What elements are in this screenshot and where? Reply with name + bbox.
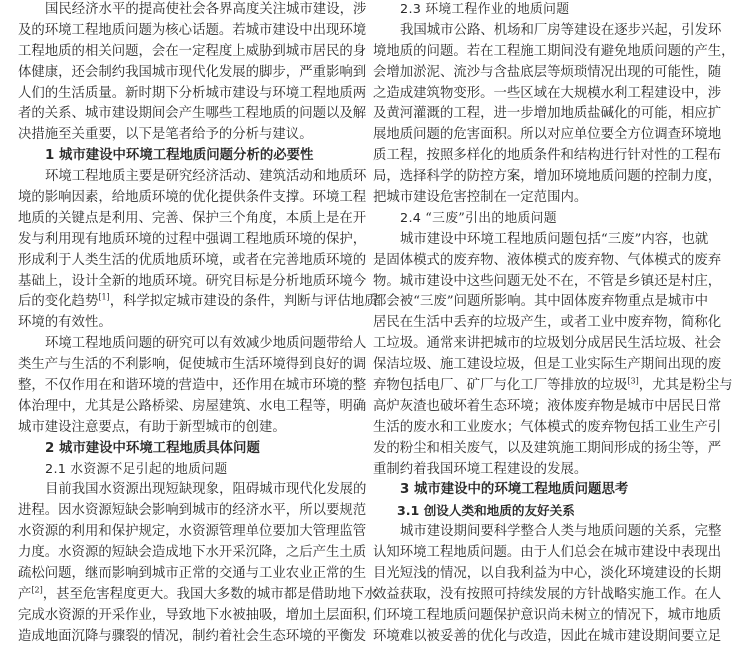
section-1-para-1-line xyxy=(18,292,378,313)
section-1-heading: 1 城市建设中环境工程地质问题分析的必要性 xyxy=(45,148,314,164)
section-2-3-line: 及黄河灌溉的工程，进一步增加地质盐碱化的可能，相应扩 xyxy=(373,106,722,122)
section-2-1-line: 进程。因水资源短缺会影响到城市的经济水平，所以要规范 xyxy=(18,503,367,519)
section-2-3-line: 我国城市公路、机场和厂房等建设在逐步兴起，引发环 xyxy=(400,22,722,38)
section-2-1-line: 目前我国水资源出现短缺现象，阻碍城市现代化发展的 xyxy=(45,482,367,498)
section-3-1-line: 环境难以被妥善的优化与改造，因此在城市建设期间要立足 xyxy=(373,628,722,644)
section-2-4-line: 居民在生活中丢弃的垃圾产生，或者工业中废弃物，简称化 xyxy=(373,315,722,331)
section-2-3-heading xyxy=(373,0,704,21)
intro-line: 及的环境工程地质问题为核心话题。若城市建设中出现环境 xyxy=(18,22,367,38)
section-2-4-line: 生活的废水和工业废水；气体模式的废弃物包括工业生产引 xyxy=(373,419,722,435)
section-2-3-line: 局，选择科学的防控方案，增加环境地质问题的控制力度， xyxy=(373,169,722,185)
section-2-3-line: 会增加淤泥、流沙与含盐底层等烦琐情况出现的可能性，随 xyxy=(373,64,722,80)
section-1-para-2-line: 环境工程地质问题的研究可以有效减少地质问题带给人 xyxy=(45,336,367,352)
section-3-1-line: 城市建设期间要科学整合人类与地质问题的关系，完整 xyxy=(400,524,722,540)
section-2-3-line: 把城市建设危害控制在一定范围内。 xyxy=(373,190,588,206)
section-2-3-line: 展地质问题的危害面积。所以对应单位要全方位调查环境地 xyxy=(373,127,722,143)
section-2-3-line: 境地质的问题。若在工程施工期间没有避免地质问题的产生， xyxy=(373,43,735,59)
section-number: 2.3 xyxy=(400,2,422,17)
section-1-para-2-line: 体治理中，尤其是公路桥梁、房屋建筑、水电工程等，明确 xyxy=(18,398,367,414)
section-2-4-line: 物。城市建设中这些问题无处不在，不管是乡镇还是村庄， xyxy=(373,273,722,289)
section-1-para-1-line: 境的影响因素，给地质环境的优化提供条件支撑。环境工程 xyxy=(18,190,367,206)
section-title: 环境工程作业的地质问题 xyxy=(425,2,570,17)
section-3-heading: 3 城市建设中的环境工程地质问题思考 xyxy=(400,482,629,498)
text-run: 产 xyxy=(18,586,32,602)
intro-line: 决措施至关重要，以下是笔者给予的分析与建议。 xyxy=(18,127,313,143)
section-2-1-heading xyxy=(18,460,349,481)
section-2-1-line xyxy=(18,585,378,606)
section-1-para-1-line: 形成利于人类生活的优质地质环境，或者在完善地质环境的 xyxy=(18,252,367,268)
section-title: 创设人类和地质的友好关系 xyxy=(423,503,575,519)
intro-line: 者的关系、城市建设期间会产生哪些工程地质的问题以及解 xyxy=(18,106,367,122)
section-3-1-line: 目光短浅的情况，以自我利益为中心，淡化环境建设的长期 xyxy=(373,566,722,582)
intro-line: 工程地质的相关问题，会在一定程度上威胁到城市居民的身 xyxy=(18,43,367,59)
section-1-para-2-line: 城市建设注意要点，有助于新型城市的创建。 xyxy=(18,419,286,435)
section-1-para-1-line: 环境工程地质主要是研究经济活动、建筑活动和地质环 xyxy=(45,169,367,185)
section-2-4-line: 发的粉尘和相关废气，以及建筑施工期间形成的扬尘等，严 xyxy=(373,440,722,456)
section-2-1-line: 完成水资源的开采作业，导致地下水被抽吸，增加土层面积， xyxy=(18,607,380,623)
section-3-1-line: 们环境工程地质问题保护意识尚未树立的情况下，城市地质 xyxy=(373,607,722,623)
section-3-1-heading xyxy=(373,501,704,522)
section-2-1-line: 水资源的利用和保护规定，水资源管理单位要加大管理监管 xyxy=(18,524,367,540)
section-3-1-line: 认知环境工程地质问题。由于人们总会在城市建设中表现出 xyxy=(373,545,722,561)
section-1-para-1-line: 基础上，设计全新的地质环境。研究目标是分析地质环境今 xyxy=(18,273,367,289)
section-1-para-1-line: 环境的有效性。 xyxy=(18,315,112,331)
intro-line: 体健康，还会制约我国城市现代化发展的脚步，严重影响到 xyxy=(18,64,367,80)
section-title: “三废”引出的地质问题 xyxy=(425,210,557,226)
section-2-3-line: 质工程，按照多样化的地质条件和结构进行针对性的工程布 xyxy=(373,148,722,164)
text-run: 后的变化趋势 xyxy=(18,294,99,310)
section-number: 2.1 xyxy=(45,461,67,477)
section-2-4-line: 都会被“三废”问题所影响。其中固体废弃物重点是城市中 xyxy=(373,294,709,310)
text-run: ，甚至危害程度更大。我国大多数的城市都是借助地下水 xyxy=(42,586,378,602)
section-2-4-heading xyxy=(373,209,704,230)
section-2-1-line: 造成地面沉降与骤裂的情况，制约着社会生态环境的平衡发 xyxy=(18,628,367,644)
section-2-heading: 2 城市建设中环境工程地质具体问题 xyxy=(45,440,260,456)
section-2-4-line: 重制约着我国环境工程建设的发展。 xyxy=(373,461,588,477)
section-2-1-line: 疏松问题，继而影响到城市正常的交通与工业农业正常的生 xyxy=(18,566,367,582)
section-2-4-line xyxy=(373,376,733,397)
right-column xyxy=(373,0,735,648)
text-run: 弃物包括电厂、矿厂与化工厂等排放的垃圾 xyxy=(373,378,628,394)
citation: [2] xyxy=(31,585,43,595)
left-column xyxy=(18,0,380,648)
section-2-3-line: 之造成建筑物变形。一些区域在大规模水利工程建设中，涉 xyxy=(373,85,722,101)
section-1-para-2-line: 类生产与生活的不利影响，促使城市生活环境得到良好的调 xyxy=(18,357,367,373)
citation: [3] xyxy=(627,376,639,386)
section-2-4-line: 是固体模式的废弃物、液体模式的废弃物、气体模式的废弃 xyxy=(373,252,722,268)
section-1-para-1-line: 地质的关键点是利用、完善、保护三个角度，本质上是在开 xyxy=(18,210,367,226)
section-1-para-1-line: 发与利用现有地质环境的过程中强调工程地质环境的保护， xyxy=(18,231,367,247)
section-number: 2.4 xyxy=(400,210,422,226)
section-1-para-2-line: 整，不仅作用在和谐环境的营造中，还作用在城市环境的整 xyxy=(18,378,367,394)
citation: [1] xyxy=(98,293,110,302)
section-2-4-line: 保洁垃圾、施工建设垃圾，但是工业实际生产期间出现的废 xyxy=(373,357,722,373)
section-number: 3.1 xyxy=(397,503,420,519)
section-2-4-line: 工垃圾。通常来讲把城市的垃圾划分成居民生活垃圾、社会 xyxy=(373,336,722,352)
text-run: ，尤其是粉尘与 xyxy=(638,378,733,394)
intro-line: 人们的生活质量。新时期下分析城市建设与环境工程地质两 xyxy=(18,85,367,101)
section-2-4-line: 高炉灰渣也破坏着生态环境；液体废弃物是城市中居民日常 xyxy=(373,398,722,414)
section-title: 水资源不足引起的地质问题 xyxy=(70,461,228,477)
section-2-1-line: 力度。水资源的短缺会造成地下水开采沉降，之后产生土质 xyxy=(18,545,367,561)
intro-line: 国民经济水平的提高使社会各界高度关注城市建设，涉 xyxy=(45,2,367,17)
text-run: ，科学拟定城市建设的条件，判断与评估地质 xyxy=(109,294,378,310)
section-3-1-line: 效益获取，没有按照可持续发展的方针战略实施工作。在人 xyxy=(373,586,722,602)
section-2-4-line: 城市建设中环境工程地质问题包括“三废”内容，也就 xyxy=(400,231,709,247)
